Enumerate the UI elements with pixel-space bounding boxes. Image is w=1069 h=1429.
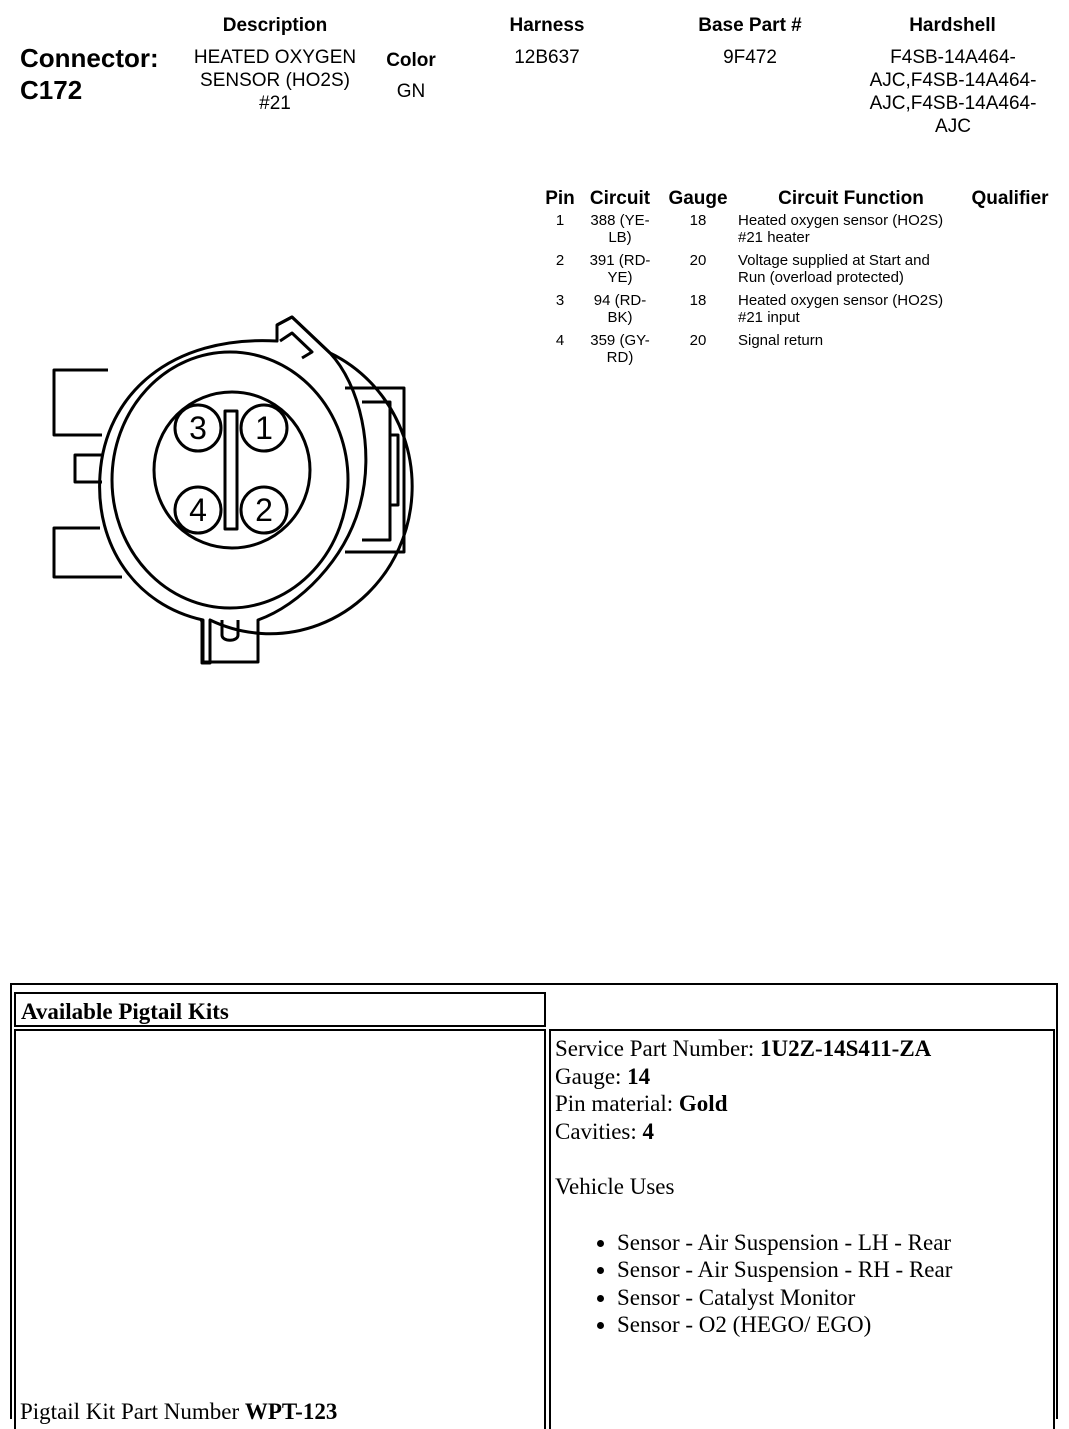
hardshell-value <box>853 46 1053 138</box>
function-cell <box>738 292 964 332</box>
function-line: Signal return <box>738 332 824 349</box>
color-value: GN <box>396 81 426 102</box>
qualifier-cell <box>964 332 1056 372</box>
cavities-label: Cavities: <box>555 1118 643 1144</box>
kit-part-label: Pigtail Kit Part Number <box>20 1399 245 1424</box>
left-upper-tab <box>54 370 108 435</box>
top-key-notch <box>280 333 312 358</box>
circuit-line: RD) <box>606 349 634 366</box>
qualifier-cell <box>964 252 1056 292</box>
circuit-cell <box>582 332 658 372</box>
cavities-row <box>555 1118 952 1146</box>
table-row <box>538 292 1056 332</box>
gauge-value: 14 <box>627 1063 651 1089</box>
circuit-cell <box>582 212 658 252</box>
pin-4-label: 4 <box>189 492 207 528</box>
function-line: Run (overload protected) <box>738 269 904 286</box>
service-part-label: Service Part Number: <box>555 1036 761 1061</box>
pigtail-details <box>555 1035 952 1339</box>
pin-material-row <box>555 1090 952 1118</box>
pin-divider <box>225 411 237 529</box>
base-part-header: Base Part # <box>698 15 802 36</box>
circuit-line: LB) <box>608 229 632 246</box>
circuit-line: BK) <box>607 309 633 326</box>
pin-material-label: Pin material: <box>555 1091 679 1116</box>
circuit-line: 359 (GY- <box>590 332 650 349</box>
pigtail-kits-title: Available Pigtail Kits <box>21 999 229 1024</box>
pigtail-kit-part-number <box>20 1399 337 1425</box>
table-row <box>538 332 1056 372</box>
hardshell-line: AJC,F4SB-14A464- <box>869 93 1037 114</box>
table-row <box>538 212 1056 252</box>
pigtail-image-cell <box>14 1029 546 1429</box>
right-latch <box>345 388 404 552</box>
gauge-cell: 20 <box>689 252 707 269</box>
pin-2-label: 2 <box>255 492 273 528</box>
circuit-cell <box>582 252 658 292</box>
gauge-cell: 18 <box>689 212 707 229</box>
connector-id: C172 <box>20 75 83 105</box>
connector-label <box>20 42 159 106</box>
description-header: Description <box>222 15 328 36</box>
cavities-value: 4 <box>642 1118 655 1144</box>
color-header: Color <box>386 50 436 71</box>
function-cell <box>738 332 964 372</box>
pin-cell: 1 <box>555 212 565 229</box>
qualifier-cell <box>964 292 1056 332</box>
qualifier-cell <box>964 212 1056 252</box>
gauge-cell: 20 <box>689 332 707 349</box>
gauge-label: Gauge: <box>555 1063 628 1089</box>
circuit-cell <box>582 292 658 332</box>
hardshell-line: AJC,F4SB-14A464- <box>869 70 1037 91</box>
description-line: #21 <box>259 93 291 114</box>
connector-inner-ring <box>112 352 348 608</box>
pin-cell: 4 <box>555 332 565 349</box>
description-line: SENSOR (HO2S) <box>200 70 350 91</box>
hardshell-header: Hardshell <box>909 15 996 36</box>
list-item: • Sensor - O2 (HEGO/ EGO) <box>617 1311 952 1339</box>
function-line: Heated oxygen sensor (HO2S) <box>738 292 944 309</box>
hardshell-line: F4SB-14A464- <box>890 47 1016 68</box>
left-lower-tab <box>54 528 122 577</box>
qualifier-column-header: Qualifier <box>971 188 1049 209</box>
function-line: #21 input <box>738 309 800 326</box>
pigtail-details-cell <box>549 1029 1055 1429</box>
circuit-line: 388 (YE- <box>590 212 650 229</box>
function-column-header: Circuit Function <box>778 188 924 209</box>
function-line: Heated oxygen sensor (HO2S) <box>738 212 944 229</box>
list-item: • Sensor - Air Suspension - RH - Rear <box>617 1256 952 1284</box>
list-item: • Sensor - Air Suspension - LH - Rear <box>617 1229 952 1257</box>
pin-material-value: Gold <box>678 1091 728 1116</box>
pin-table-header-row <box>538 186 1056 212</box>
pin-cell: 3 <box>555 292 565 309</box>
connector-outer-outline <box>100 317 366 662</box>
harness-header: Harness <box>509 15 585 36</box>
function-cell <box>738 252 964 292</box>
circuit-line: 391 (RD- <box>589 252 651 269</box>
kit-part-value: WPT-123 <box>244 1399 338 1424</box>
pin-table <box>538 186 1056 372</box>
vehicle-uses-heading: Vehicle Uses <box>555 1174 675 1199</box>
function-line: Voltage supplied at Start and <box>738 252 930 269</box>
vehicle-uses-list <box>555 1229 952 1339</box>
description-line: HEATED OXYGEN <box>193 47 357 68</box>
gauge-cell: 18 <box>689 292 707 309</box>
function-line: #21 heater <box>738 229 810 246</box>
list-item: • Sensor - Catalyst Monitor <box>617 1284 952 1312</box>
pigtail-kits-title-cell <box>14 992 546 1027</box>
base-part-value: 9F472 <box>723 47 777 68</box>
harness-value: 12B637 <box>514 47 580 68</box>
gauge-column-header: Gauge <box>668 188 728 209</box>
pin-1-label: 1 <box>255 410 273 446</box>
pin-cell: 2 <box>555 252 565 269</box>
left-nub <box>75 455 102 482</box>
connector-face-diagram <box>40 300 420 680</box>
connector-label-text: Connector: <box>20 43 159 73</box>
pin-column-header: Pin <box>545 188 575 209</box>
circuit-column-header: Circuit <box>589 188 651 209</box>
function-cell <box>738 212 964 252</box>
pin-3-label: 3 <box>189 410 207 446</box>
hardshell-line: AJC <box>935 116 971 137</box>
circuit-line: YE) <box>607 269 633 286</box>
gauge-row <box>555 1063 952 1091</box>
service-part-value: 1U2Z-14S411-ZA <box>760 1036 932 1061</box>
table-row <box>538 252 1056 292</box>
circuit-line: 94 (RD- <box>593 292 647 309</box>
service-part-row <box>555 1035 952 1063</box>
description-value <box>180 46 370 115</box>
